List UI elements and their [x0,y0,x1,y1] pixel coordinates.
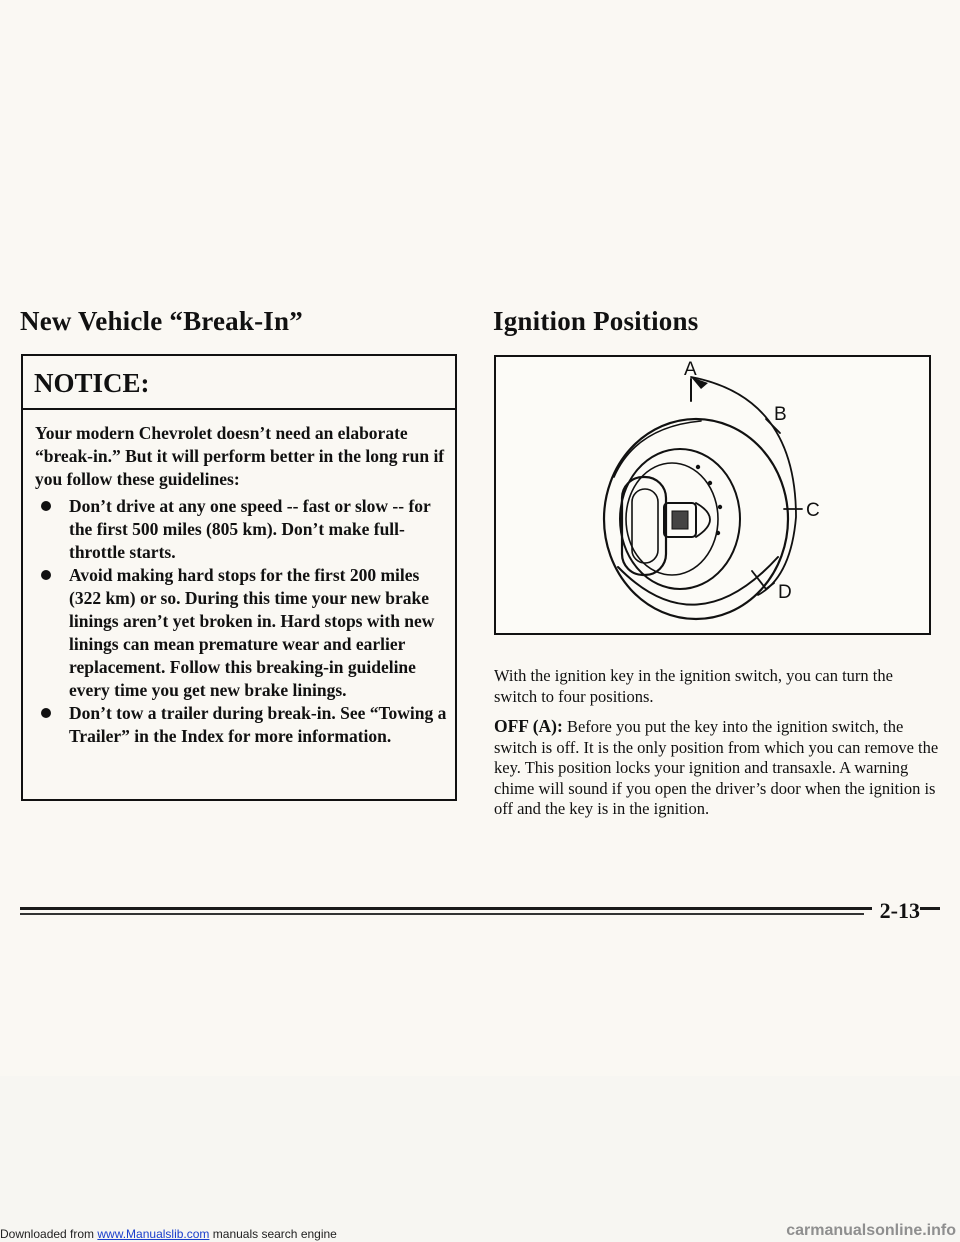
ignition-intro: With the ignition key in the ignition switch, you can turn the switch to four positions. [494,666,893,706]
section-heading-break-in: New Vehicle “Break-In” [20,306,303,336]
guideline-item: Avoid making hard stops for the first 200 miles (322 km) or so. During this time your new brake linings aren’t yet broken in. Hard stops with new linings can mean premature wear and earlier replacement. Follow this breaking-in guideline every time you get new brake linings. [35,564,453,702]
site-watermark: carmanualsonline.info [786,1222,956,1239]
guideline-item: Don’t drive at any one speed -- fast or slow -- for the first 500 miles (805 km). Don’t make full-throttle starts. [35,495,453,564]
ignition-switch-illustration [496,357,929,633]
off-position-text: Before you put the key into the ignition switch, the switch is off. It is the only position from which you can remove the key. This position locks your ignition and transaxle. A warning chime will sound if you open the driver’s door when the ignition is off and the key is in the ignition. [494,717,939,818]
guideline-list [35,495,453,748]
off-position-description [494,716,939,820]
notice-box [21,354,457,801]
section-heading-ignition: Ignition Positions [493,306,699,336]
position-label-c: C [806,500,820,521]
position-label-b: B [774,404,787,425]
bullet-icon [41,570,51,580]
ignition-diagram [494,355,931,635]
notice-body [35,422,453,748]
position-label-d: D [778,582,792,603]
page-number: 2-13 [872,898,920,924]
bullet-icon [41,708,51,718]
download-watermark: Downloaded from www.Manualslib.com manuals search engine [0,1227,337,1241]
off-position-label: OFF (A): [494,716,563,736]
guideline-item: Don’t tow a trailer during break-in. See “Towing a Trailer” in the Index for more information. [35,702,453,748]
notice-intro: Your modern Chevrolet doesn’t need an elaborate “break-in.” But it will perform better in the long run if you follow these guidelines: [35,423,445,489]
manualslib-link[interactable]: www.Manualslib.com [97,1227,210,1241]
footer-rule [20,907,940,910]
page-margin [0,1076,960,1242]
notice-title: NOTICE: [23,356,455,410]
footer-rule-thin [20,913,864,915]
position-label-a: A [684,359,697,380]
bullet-icon [41,501,51,511]
